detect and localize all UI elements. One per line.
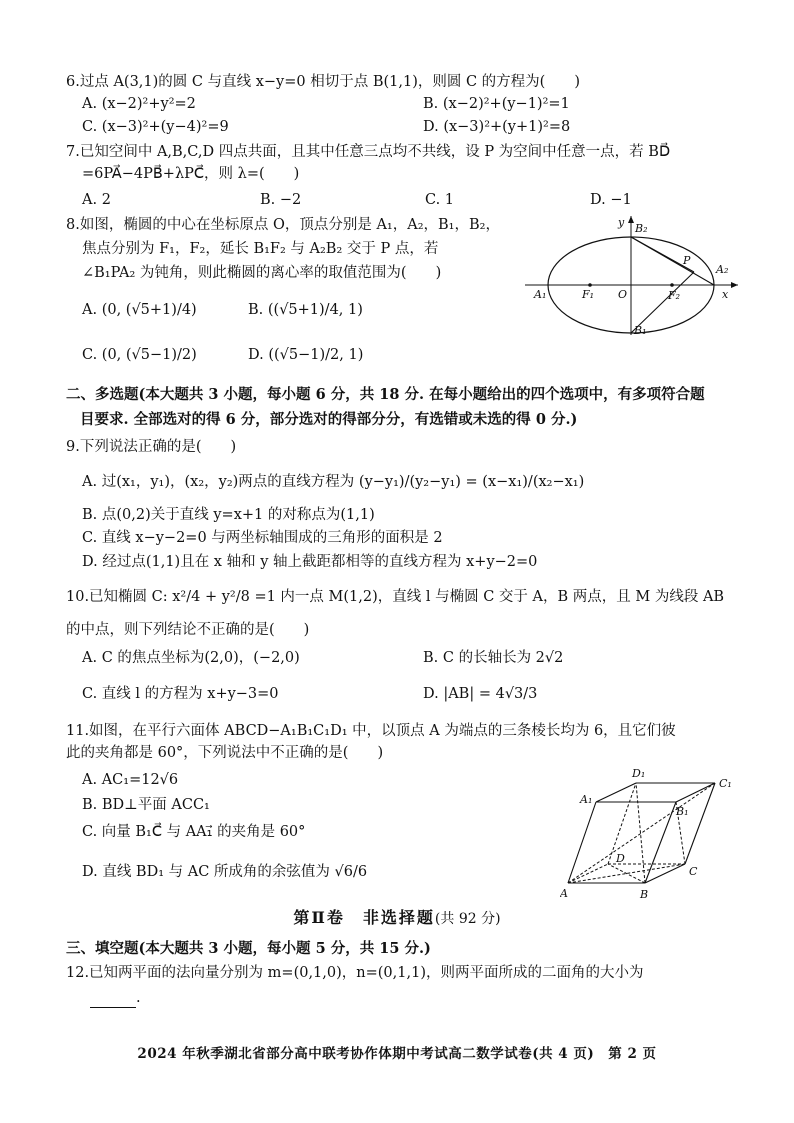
ellipse-figure — [520, 210, 745, 340]
label-y: y — [618, 216, 625, 229]
label-d1: D₁ — [632, 767, 646, 780]
q7-option-a: A. 2 — [82, 192, 111, 208]
part2-title-sub: (共 92 分) — [434, 911, 501, 927]
diagonal-bd1 — [636, 783, 645, 883]
label-a1: A₁ — [580, 793, 593, 806]
q11-option-a: A. AC₁=12√6 — [82, 772, 179, 788]
label-x: x — [722, 288, 729, 301]
q8-stem-line1: 8.如图，椭圆的中心在坐标原点 O，顶点分别是 A₁，A₂，B₁，B₂， — [66, 217, 500, 233]
q12-stem: 12.已知两平面的法向量分别为 m=(0,1,0)，n=(0,1,1)，则两平面所成的二面角的大小为 — [66, 965, 644, 981]
q10-stem-line1: 10.已知椭圆 C: x²/4 + y²/8 =1 内一点 M(1,2)，直线 l 与椭圆 C 交于 A，B 两点，且 M 为线段 AB — [66, 589, 725, 605]
q10-option-a: A. C 的焦点坐标为(2,0)，(−2,0) — [82, 650, 300, 666]
section3-heading: 三、填空题(本大题共 3 小题，每小题 5 分，共 15 分.) — [66, 940, 431, 957]
q8-stem-line2: 焦点分别为 F₁，F₂，延长 B₁F₂ 与 A₂B₂ 交于 P 点，若 — [82, 241, 439, 257]
q11-option-d: D. 直线 BD₁ 与 AC 所成角的余弦值为 √6/6 — [82, 864, 368, 880]
q11-option-c: C. 向量 B₁C⃗ 与 AA₁⃗ 的夹角是 60° — [82, 824, 306, 840]
label-d: D — [616, 852, 625, 865]
label-c: C — [689, 865, 698, 878]
edge-aa1 — [568, 802, 596, 883]
label-a2: A₂ — [716, 263, 729, 276]
label-b: B — [640, 888, 649, 901]
q9-option-a: A. 过(x₁，y₁)，(x₂，y₂)两点的直线方程为 (y−y₁)/(y₂−y₁) = (x−x₁)/(x₂−x₁) — [82, 474, 585, 490]
q12-answer-blank: . — [90, 988, 141, 1008]
q6-option-b: B. (x−2)²+(y−1)²=1 — [423, 96, 570, 112]
focus-f1 — [588, 283, 592, 287]
q6-option-a: A. (x−2)²+y²=2 — [82, 96, 196, 112]
q11-stem-line2: 此的夹角都是 60°，下列说法中不正确的是( ) — [66, 745, 384, 761]
q8-stem-line3: ∠B₁PA₂ 为钝角，则此椭圆的离心率的取值范围为( ) — [82, 265, 442, 281]
q7-option-d: D. −1 — [590, 192, 632, 208]
q7-option-c: C. 1 — [425, 192, 455, 208]
parallelepiped-figure — [560, 765, 740, 905]
label-b1: B₁ — [634, 324, 647, 337]
label-p: P — [683, 254, 691, 267]
q9-option-c: C. 直线 x−y−2=0 与两坐标轴围成的三角形的面积是 2 — [82, 530, 443, 546]
q6-option-d: D. (x−3)²+(y+1)²=8 — [423, 119, 571, 135]
diagonal-bd — [608, 864, 645, 883]
q7-stem-line2: =6PA⃗−4PB⃗+λPC⃗，则 λ=( ) — [82, 166, 300, 182]
x-axis-arrow — [731, 282, 738, 288]
q10-option-c: C. 直线 l 的方程为 x+y−3=0 — [82, 686, 279, 702]
label-a1: A₁ — [534, 288, 547, 301]
part2-title-main: 第Ⅱ卷 非选择题 — [293, 908, 435, 927]
part2-title — [0, 905, 794, 928]
section2-heading-line2: 目要求. 全部选对的得 6 分，部分选对的得部分分，有选错或未选的得 0 分.) — [80, 411, 578, 428]
q8-option-d: D. ((√5−1)/2, 1) — [248, 347, 364, 363]
q8-option-c: C. (0, (√5−1)/2) — [82, 347, 197, 363]
q9-stem: 9.下列说法正确的是( ) — [66, 439, 237, 455]
label-f1: F₁ — [582, 288, 595, 301]
page-footer: 2024 年秋季湖北省部分高中联考协作体期中考试高二数学试卷(共 4 页) 第 2 页 — [137, 1046, 657, 1062]
q10-option-b: B. C 的长轴长为 2√2 — [423, 650, 564, 666]
q10-option-d: D. |AB| = 4√3/3 — [423, 686, 538, 702]
edge-a1d1 — [596, 783, 636, 802]
label-b2: B₂ — [635, 222, 648, 235]
q11-stem-line1: 11.如图，在平行六面体 ABCD−A₁B₁C₁D₁ 中，以顶点 A 为端点的三条棱长均为 6，且它们彼 — [66, 723, 676, 739]
q9-option-b: B. 点(0,2)关于直线 y=x+1 的对称点为(1,1) — [82, 507, 375, 523]
label-b1: B₁ — [676, 805, 689, 818]
label-a: A — [560, 887, 568, 900]
q7-option-b: B. −2 — [260, 192, 302, 208]
y-axis-arrow — [628, 216, 634, 223]
q7-stem-line1: 7.已知空间中 A,B,C,D 四点共面，且其中任意三点均不共线，设 P 为空间中任意一点，若 BD⃗ — [66, 144, 671, 160]
q6-stem: 6.过点 A(3,1)的圆 C 与直线 x−y=0 相切于点 B(1,1)，则圆 C 的方程为( ) — [66, 74, 580, 90]
q11-option-b: B. BD⊥平面 ACC₁ — [82, 797, 210, 813]
q8-option-b: B. ((√5+1)/4, 1) — [248, 302, 363, 318]
label-o: O — [618, 288, 628, 301]
section2-heading-line1: 二、多选题(本大题共 3 小题，每小题 6 分，共 18 分. 在每小题给出的四个选项中，有多项符合题 — [66, 386, 705, 403]
q6-option-c: C. (x−3)²+(y−4)²=9 — [82, 119, 229, 135]
q9-option-d: D. 经过点(1,1)且在 x 轴和 y 轴上截距都相等的直线方程为 x+y−2=0 — [82, 554, 538, 570]
label-c1: C₁ — [719, 777, 732, 790]
focus-f2 — [670, 283, 674, 287]
label-f2: F₂ — [668, 289, 681, 302]
q10-stem-line2: 的中点，则下列结论不正确的是( ) — [66, 622, 310, 638]
q8-option-a: A. (0, (√5+1)/4) — [82, 302, 197, 318]
